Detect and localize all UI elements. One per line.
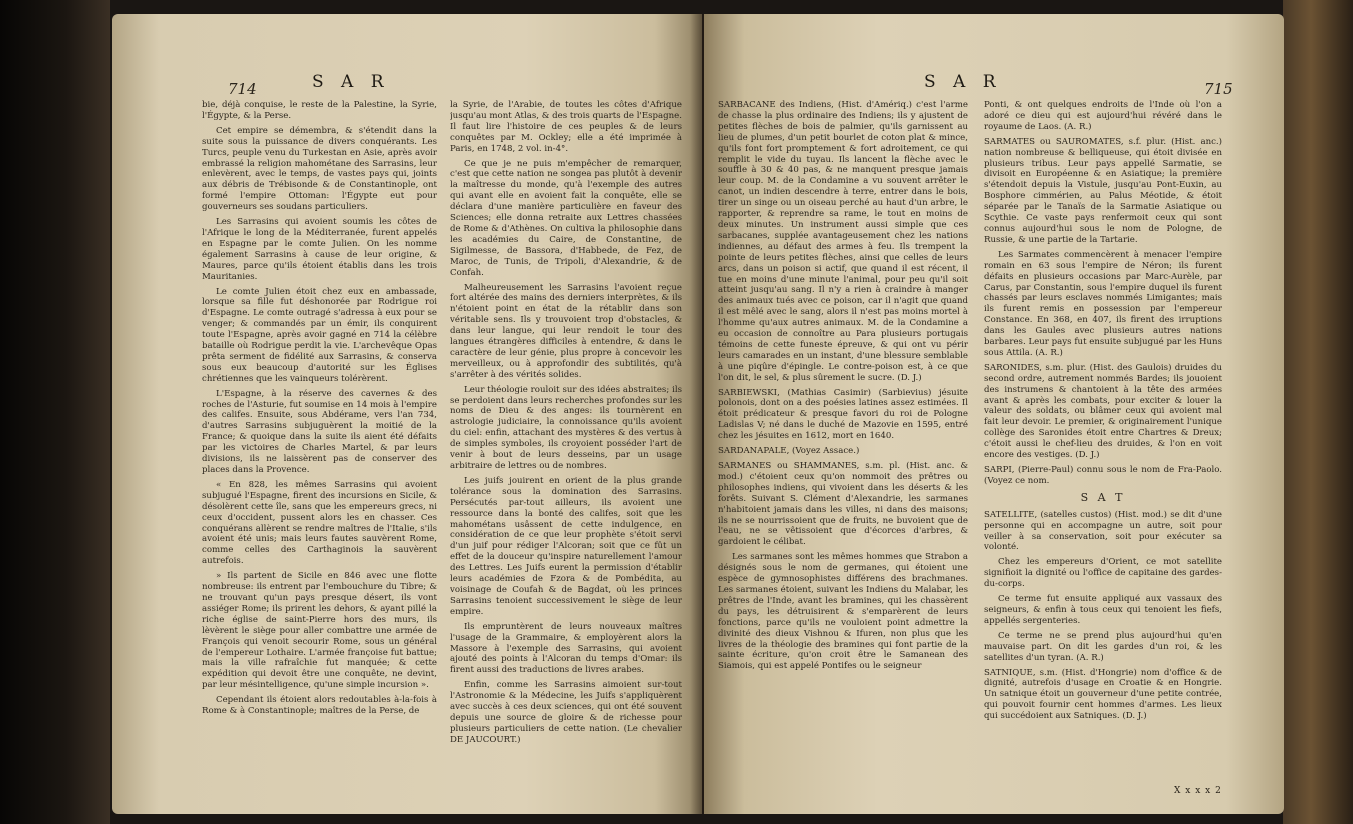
book-cover-right: [1283, 0, 1353, 824]
paragraph: L'Espagne, à la réserve des cavernes & des roches de l'Asturie, fut soumise en 14 mois à l'empire des califes. Ensuite, sous Abdérame, vers l'an 734, d'autres Sarrasins subjuguèrent la moitié de la France; & quoique dans la suite ils aient été défaits par les victoires de Charles Martel, & par leurs divisions, ils ne laissèrent pas de conserver des places dans la Provence.: [202, 388, 437, 475]
right-column-1: [718, 100, 968, 800]
paragraph: SATELLITE, (satelles custos) (Hist. mod.) se dit d'une personne qui en accompagne un autre, soit pour veiller à sa conservation, soit pour exécuter sa volonté.: [984, 509, 1222, 553]
paragraph: Malheureusement les Sarrasins l'avoient reçue fort altérée des mains des derniers interprètes, & ils n'étoient point en état de la rétablir dans son véritable sens. Ils y trouvoient trop d'obstacles, & dans leur langue, qui leur rendoit le tour des langues étrangères difficiles à entendre, & dans le caractère de leur génie, plus propre à concevoir les merveilleux, ou à approfondir des subtilités, qu'à s'arrêter à des vérités solides.: [450, 282, 682, 380]
left-running-header: S A R: [312, 72, 390, 92]
right-page: [704, 14, 1284, 814]
paragraph: bie, déjà conquise, le reste de la Palestine, la Syrie, l'Égypte, & la Perse.: [202, 100, 437, 121]
paragraph: Cet empire se démembra, & s'étendit dans la suite sous la puissance de divers conquérants. Les Turcs, peuple venu du Turkestan en Asie, après avoir embrassé la religion mahométane des Sarrasins, leur enlevèrent, avec le temps, de vastes pays qui, joints aux débris de Trébisonde & de Constantinople, ont formé l'empire Ottoman: l'Égypte eut pour gouverneurs ses soudans particuliers.: [202, 125, 437, 213]
paragraph: SARMANES ou SHAMMANES, s.m. pl. (Hist. anc. & mod.) c'étoient ceux qu'on nommoit des prêtres ou philosophes indiens, qui vivoient dans les déserts & les forêts. Suivant S. Clément d'Alexandrie, les sarmanes n'habitoient jamais dans les villes, ni dans des maisons; ils ne se nourrissoient que de fruits, ne buvoient que de l'eau, ne se vêtissoient que d'écorces d'arbres, & gardoient le célibat.: [718, 461, 968, 548]
paragraph: Cependant ils étoient alors redoutables à-la-fois à Rome & à Constantinople; maîtres de la Perse, de: [202, 695, 437, 717]
right-page-number: 715: [1204, 80, 1233, 98]
paragraph: SARMATES ou SAUROMATES, s.f. plur. (Hist. anc.) nation nombreuse & belliqueuse, qui étoit divisée en plusieurs tribus. Leur pays appellé Sarmatie, se divisoit en Européenne & en Asiatique; la première s'étendoit depuis la Vistule, jusqu'au Pont-Euxin, au Bosphore cimmérien, au Palus Méotide, & étoit séparée par le Tanaïs de la Sarmatie Asiatique ou Scythie. Ce vaste pays renfermoit ceux qui sont connus aujourd'hui sous le nom de Pologne, de Russie, & une partie de la Tartarie.: [984, 136, 1222, 245]
paragraph: SARDANAPALE, (Voyez Assace.): [718, 446, 860, 457]
paragraph: Ce que je ne puis m'empêcher de remarquer, c'est que cette nation ne songea pas plutôt à devenir la maîtresse du monde, qu'à l'exemple des autres qui avant elle en avoient fait la conquête, elle se déclara d'une manière particulière en faveur des Sciences; elle donna retraite aux Lettres chassées de Rome & d'Athènes. On cultiva la philosophie dans les académies du Caire, de Constantine, de Sigilmesse, de Bassora, d'Habbede, de Fez, de Maroc, de Tunis, de Tripoli, d'Alexandrie, & de Confah.: [450, 158, 682, 278]
paragraph: Ils empruntèrent de leurs nouveaux maîtres l'usage de la Grammaire, & employèrent alors la Massore à l'exemple des Sarrasins, qui avoient ajouté des points à l'Alcoran du temps d'Omar: ils firent aussi des traductions de livres arabes.: [450, 621, 682, 676]
paragraph: Les Sarmates commencèrent à menacer l'empire romain en 63 sous l'empire de Néron; ils furent défaits en plusieurs occasions par Marc-Aurèle, par Carus, par Constantin, sous l'empire duquel ils furent chassés par leurs esclaves nommés Limigantes; mais ils furent remis en possession par l'empereur Constance. En 368, en 407, ils firent des irruptions dans les Gaules avec plusieurs autres nations barbares. Leur pays fut ensuite subjugué par les Huns sous Attila. (A. R.): [984, 249, 1222, 358]
paragraph: Les sarmanes sont les mêmes hommes que Strabon a désignés sous le nom de germanes, qui étoient une espèce de gymnosophistes différens des brachmanes. Les sarmanes étoient, suivant les Indiens du Malabar, les prêtres de l'Inde, avant les bramines, qui les chassèrent du pays, les détruisirent & s'emparèrent de leurs fonctions, parce qu'ils ne vouloient point admettre la divinité des dieux Vishnou & Ifuren, non plus que les livres de la théologie des bramines qui font partie de la sainte écriture, qu'on croit être le Samanean des Siamois, qui est appelé Pontifes ou le seigneur: [718, 552, 968, 672]
paragraph: la Syrie, de l'Arabie, de toutes les côtes d'Afrique jusqu'au mont Atlas, & des trois quarts de l'Espagne. Il faut lire l'histoire de ces peuples & de leurs conquêtes par M. Ockley; elle a été imprimée à Paris, en 1748, 2 vol. in-4°.: [450, 100, 682, 154]
paragraph: « En 828, les mêmes Sarrasins qui avoient subjugué l'Espagne, firent des incursions en Sicile, & désolèrent cette île, sans que les empereurs grecs, ni ceux d'occident, pussent alors les en chasser. Ces conquérans allèrent se rendre maîtres de l'Italie, s'ils avoient été unis; mais leurs fautes sauvèrent Rome, comme celles des Carthaginois la sauvèrent autrefois.: [202, 479, 437, 567]
paragraph: Ponti, & ont quelques endroits de l'Inde où l'on a adoré ce dieu qui est aujourd'hui révéré dans le royaume de Laos. (A. R.): [984, 100, 1222, 132]
left-column-1: [202, 100, 437, 800]
paragraph: Chez les empereurs d'Orient, ce mot satellite signifioit la dignité ou l'office de capitaine des gardes-du-corps.: [984, 557, 1222, 590]
paragraph: SARBACANE des Indiens, (Hist. d'Amériq.) c'est l'arme de chasse la plus ordinaire des Indiens; ils y ajustent de petites flèches de bois de palmier, qu'ils garnissent au lieu de plumes, d'un petit bourlet de coton plat & mince, qu'ils font fort promptement & fort adroitement, ce qui remplit le vide du tuyau. Ils lancent la flèche avec le souffle à 30 & 40 pas, & ne manquent presque jamais leur coup. M. de la Condamine a vu souvent arrêter le canot, un indien descendre à terre, entrer dans le bois, tirer un singe ou un oiseau perché au haut d'un arbre, le rapporter, & reprendre sa rame, le tout en moins de deux minutes. Un instrument aussi simple que ces sarbacanes, supplée avantageusement chez les nations indiennes, au défaut des armes à feu. Ils trempent la pointe de leurs petites flèches, ainsi que celles de leurs arcs, dans un poison si actif, que quand il est récent, il tue en moins d'une minute l'animal, pour peu qu'il soit atteint jusqu'au sang. Il n'y a rien à craindre à manger des animaux tués avec ce poison, car il n'agit que quand il est mêlé avec le sang, alors il n'est pas moins mortel à l'homme qu'aux autres animaux. M. de la Condamine a eu occasion de connoître au Para plusieurs portugais témoins de cette funeste épreuve, & qui ont vu périr leurs camarades en un instant, d'une blessure semblable à une piqûre d'épingle. Le contre-poison est, à ce que l'on dit, le sel, & plus sûrement le sucre. (D. J.): [718, 100, 968, 383]
paragraph: SARBIEWSKI, (Mathias Casimir) (Sarbievius) jésuite polonois, dont on a des poésies latines assez estimées. Il étoit prédicateur & presque favori du roi de Pologne Ladislas V; né dans le duché de Mazovie en 1595, entré chez les jésuites en 1612, mort en 1640.: [718, 387, 968, 442]
paragraph: Enfin, comme les Sarrasins aimoient sur-tout l'Astronomie & la Médecine, les Juifs s'appliquèrent avec succès à ces deux sciences, qui ont été souvent depuis une source de gloire & de richesse pour plusieurs particuliers de cette nation. (Le chevalier DE JAUCOURT.): [450, 680, 682, 745]
section-header: S A T: [1080, 490, 1126, 504]
paragraph: SARONIDES, s.m. plur. (Hist. des Gaulois) druides du second ordre, autrement nommés Bardes; ils jouoient des instrumens & chantoient à la tête des armées avant & après les combats, pour exciter & louer la valeur des soldats, ou blâmer ceux qui avoient mal fait leur devoir. Le premier, & originairement l'unique collège des Saronides étoit entre Chartres & Dreux; c'étoit aussi le chef-lieu des druides, & l'on en voit encore des vestiges. (D. J.): [984, 362, 1222, 461]
paragraph: Leur théologie rouloit sur des idées abstraites; ils se perdoient dans leurs recherches profondes sur les noms de Dieu & des anges: ils tournèrent en astrologie judiciaire, la connoissance qu'ils avoient du ciel: enfin, attachant des mystères & des vertus à de simples symboles, ils croyoient posséder l'art de venir à bout de leurs desseins, par un usage arbitraire de lettres ou de nombres.: [450, 384, 682, 471]
right-column-2: [984, 100, 1222, 780]
signature-mark: X x x x 2: [1174, 786, 1222, 796]
paragraph: Les juifs jouirent en orient de la plus grande tolérance sous la domination des Sarrasins. Persécutés par-tout ailleurs, ils avoient une ressource dans la bonté des califes, soit que les mahométans usâssent de cette indulgence, en considération de ce que leur prophète s'étoit servi d'un juif pour rédiger l'Alcoran; soit que ce fût un effet de la douceur qu'inspire naturellement l'amour des Lettres. Les Juifs eurent la permission d'établir leurs académies de Fzora & de Pombédita, au voisinage de Coufah & de Bagdat, où les princes Sarrasins tenoient successivement le siège de leur empire.: [450, 475, 682, 617]
left-page: [112, 14, 702, 814]
paragraph: Le comte Julien étoit chez eux en ambassade, lorsque sa fille fut déshonorée par Rodrigue roi d'Espagne. Le comte outragé s'adressa à eux pour se venger; & commandés par un émir, ils conquirent toute l'Espagne, après avoir gagné en 714 la célèbre bataille où Rodrigue perdit la vie. L'archevêque Opas prêta serment de fidélité aux Sarrasins, & conserva sous eux beaucoup d'autorité sur les Églises chrétiennes que les vainqueurs tolérèrent.: [202, 286, 437, 384]
right-running-header: S A R: [924, 72, 1002, 92]
paragraph: SARPI, (Pierre-Paul) connu sous le nom de Fra-Paolo. (Voyez ce nom.: [984, 465, 1222, 486]
paragraph: Les Sarrasins qui avoient soumis les côtes de l'Afrique le long de la Méditerranée, furent appelés en Espagne par le comte Julien. On les nomme également Sarrasins à cause de leur origine, & Maures, parce qu'ils étoient établis dans les trois Mauritanies.: [202, 217, 437, 282]
paragraph: Ce terme ne se prend plus aujourd'hui qu'en mauvaise part. On dit les gardes d'un roi, & les satellites d'un tyran. (A. R.): [984, 630, 1222, 663]
left-page-number: 714: [228, 80, 257, 98]
paragraph: SATNIQUE, s.m. (Hist. d'Hongrie) nom d'office & de dignité, autrefois d'usage en Croatie & en Hongrie. Un satnique étoit un gouverneur d'une petite contrée, qui pouvoit fournir cent hommes d'armes. Les lieux qui succédoient aux Satniques. (D. J.): [984, 667, 1222, 722]
book-cover-left: [0, 0, 110, 824]
paragraph: Ce terme fut ensuite appliqué aux vassaux des seigneurs, & enfin à tous ceux qui tenoient les fiefs, appellés sergenteries.: [984, 594, 1222, 626]
left-column-2: [450, 100, 682, 800]
paragraph: » Ils partent de Sicile en 846 avec une flotte nombreuse: ils entrent par l'embouchure du Tibre; & ne trouvant qu'un pays presque désert, ils vont assiéger Rome; ils prirent les dehors, & ayant pillé la riche église de saint-Pierre hors des murs, ils lèvèrent le siège pour aller combattre une armée de François qui venoit secourir Rome, sous un général de l'empereur Lothaire. L'armée françoise fut battue; mais la ville rafraîchie fut manquée; & cette expédition qui devoit être une conquête, ne devint, par leur mésintelligence, qu'une simple incursion ».: [202, 571, 437, 691]
